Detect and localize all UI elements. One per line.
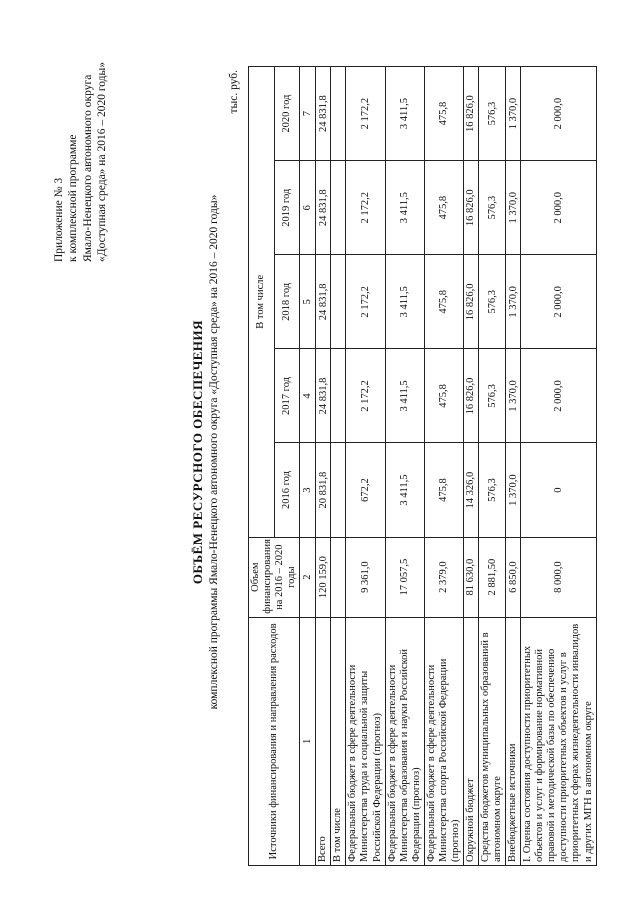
table-row: [424, 67, 463, 866]
value-cell: 81 630,0: [463, 537, 478, 617]
header-year: 2018 год: [274, 255, 300, 349]
title-block: [190, 22, 220, 882]
table-row: [506, 67, 521, 866]
row-label: Окружной бюджет: [463, 617, 478, 865]
value-cell: 672,2: [346, 443, 385, 537]
index-cell: 7: [300, 67, 316, 161]
index-row: [300, 67, 316, 866]
header-volume: Объем финансирования на 2016 – 2020 годы: [249, 537, 300, 617]
appendix-line: к комплексной программе: [67, 134, 80, 263]
value-cell: 1 370,0: [506, 443, 521, 537]
appendix-header: [52, 62, 110, 262]
row-label: Внебюджетные источники: [506, 617, 521, 865]
table-body: [316, 67, 596, 866]
value-cell: 576,3: [479, 255, 506, 349]
index-cell: 1: [300, 617, 316, 865]
value-cell: 1 370,0: [506, 67, 521, 161]
value-cell: 14 326,0: [463, 443, 478, 537]
value-cell: 576,3: [479, 161, 506, 255]
value-cell: 475,8: [424, 255, 463, 349]
rotated-page: [20, 22, 620, 882]
value-cell: 2 379,0: [424, 537, 463, 617]
row-label: I. Оценка состояния доступности приоритетных объектов и услуг и формирование нормативной правовой и методической базы по обеспечению доступности приоритетных объектов и услуг в приоритетных сферах жизнедеятельности инвалидов и других МГН в автономном округе: [521, 617, 596, 865]
value-cell: 576,3: [479, 349, 506, 443]
table-row: [479, 67, 506, 866]
index-cell: 6: [300, 161, 316, 255]
header-year: 2016 год: [274, 443, 300, 537]
header-including: В том числе: [249, 67, 275, 538]
index-cell: 2: [300, 537, 316, 617]
value-cell: 2 000,0: [521, 161, 596, 255]
value-cell: 16 826,0: [463, 349, 478, 443]
appendix-line: Ямало-Ненецкого автономного округа: [81, 74, 94, 263]
value-cell: 16 826,0: [463, 255, 478, 349]
row-label: Федеральный бюджет в сфере деятельности Министерства образования и науки Российской Федерации (прогноз): [385, 617, 424, 865]
table-row: [316, 67, 331, 866]
header-year: 2017 год: [274, 349, 300, 443]
value-cell: 3 411,5: [385, 67, 424, 161]
index-cell: 5: [300, 255, 316, 349]
value-cell: 2 881,50: [479, 537, 506, 617]
value-cell: [331, 67, 346, 161]
value-cell: 120 159,0: [316, 537, 331, 617]
table-row: [521, 67, 596, 866]
row-label: Федеральный бюджет в сфере деятельности Министерства спорта Российской Федерации (прогноз): [424, 617, 463, 865]
value-cell: [331, 443, 346, 537]
value-cell: 2 172,2: [346, 349, 385, 443]
header-sources: Источники финансирования и направления расходов: [249, 617, 300, 865]
value-cell: 9 361,0: [346, 537, 385, 617]
value-cell: 24 831,8: [316, 161, 331, 255]
index-cell: 4: [300, 349, 316, 443]
value-cell: [331, 161, 346, 255]
header-row: [249, 67, 275, 866]
value-cell: 475,8: [424, 161, 463, 255]
appendix-number: Приложение № 3: [53, 177, 65, 263]
value-cell: 2 000,0: [521, 255, 596, 349]
value-cell: 475,8: [424, 67, 463, 161]
value-cell: 576,3: [479, 443, 506, 537]
value-cell: 24 831,8: [316, 67, 331, 161]
value-cell: 3 411,5: [385, 255, 424, 349]
value-cell: 3 411,5: [385, 349, 424, 443]
value-cell: 16 826,0: [463, 161, 478, 255]
document-subtitle: комплексной программы Ямало-Ненецкого автономного округа «Доступная среда» на 2016 – 2020 годы»: [208, 194, 220, 710]
value-cell: 1 370,0: [506, 349, 521, 443]
value-cell: 576,3: [479, 67, 506, 161]
value-cell: 3 411,5: [385, 443, 424, 537]
value-cell: 1 370,0: [506, 255, 521, 349]
resource-table: [248, 66, 597, 866]
units-label: тыс. руб.: [228, 70, 240, 114]
value-cell: 1 370,0: [506, 161, 521, 255]
table-row: [346, 67, 385, 866]
value-cell: 475,8: [424, 349, 463, 443]
value-cell: 20 831,8: [316, 443, 331, 537]
value-cell: [331, 255, 346, 349]
row-label: В том числе: [331, 617, 346, 865]
document-title: ОБЪЁМ РЕСУРСНОГО ОБЕСПЕЧЕНИЯ: [190, 319, 205, 585]
header-year: 2020 год: [274, 67, 300, 161]
value-cell: 16 826,0: [463, 67, 478, 161]
value-cell: 2 172,2: [346, 67, 385, 161]
value-cell: 2 172,2: [346, 255, 385, 349]
value-cell: [331, 537, 346, 617]
row-label: Всего: [316, 617, 331, 865]
value-cell: 24 831,8: [316, 255, 331, 349]
header-year: 2019 год: [274, 161, 300, 255]
value-cell: 17 057,5: [385, 537, 424, 617]
value-cell: 24 831,8: [316, 349, 331, 443]
table-row: [331, 67, 346, 866]
value-cell: 2 172,2: [346, 161, 385, 255]
appendix-line: «Доступная среда» на 2016 – 2020 годы»: [96, 62, 109, 263]
value-cell: 8 000,0: [521, 537, 596, 617]
value-cell: 3 411,5: [385, 161, 424, 255]
value-cell: 2 000,0: [521, 349, 596, 443]
index-cell: 3: [300, 443, 316, 537]
row-label: Средства бюджетов муниципальных образований в автономном округе: [479, 617, 506, 865]
value-cell: 475,8: [424, 443, 463, 537]
value-cell: [331, 349, 346, 443]
table-row: [385, 67, 424, 866]
value-cell: 6 850,0: [506, 537, 521, 617]
value-cell: 2 000,0: [521, 67, 596, 161]
row-label: Федеральный бюджет в сфере деятельности Министерства труда и социальной защиты Российской Федерации (прогноз): [346, 617, 385, 865]
table-row: [463, 67, 478, 866]
value-cell: 0: [521, 443, 596, 537]
